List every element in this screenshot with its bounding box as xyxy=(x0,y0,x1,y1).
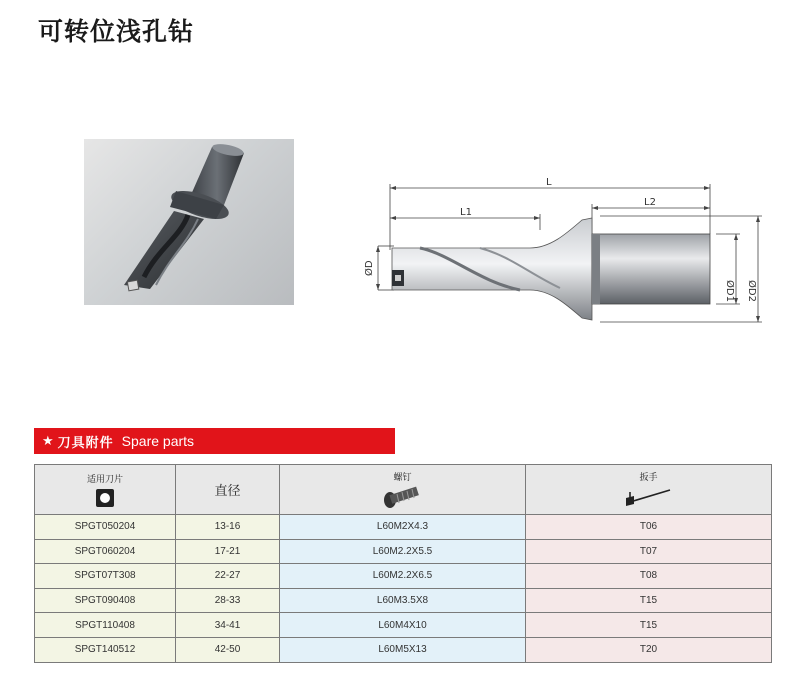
header-screw xyxy=(280,465,526,515)
table-row xyxy=(35,564,772,589)
cell-wrench: T07 xyxy=(526,539,772,564)
cell-insert: SPGT140512 xyxy=(35,637,176,662)
cell-diameter: 42-50 xyxy=(176,637,280,662)
dim-L: L xyxy=(546,177,552,188)
header-insert xyxy=(35,465,176,515)
dim-D2: ØD2 xyxy=(746,280,757,302)
table-row xyxy=(35,613,772,638)
cell-screw: L60M5X13 xyxy=(280,637,526,662)
table-header-row xyxy=(35,465,772,515)
header-insert-label: 适用刀片 xyxy=(86,473,123,484)
cell-screw: L60M2.2X6.5 xyxy=(280,564,526,589)
cell-diameter: 22-27 xyxy=(176,564,280,589)
header-diameter xyxy=(176,465,280,515)
insert-icon xyxy=(95,488,115,508)
cell-insert: SPGT060204 xyxy=(35,539,176,564)
cell-diameter: 13-16 xyxy=(176,515,280,540)
technical-drawing xyxy=(360,170,770,330)
header-wrench-label: 扳手 xyxy=(639,471,658,482)
cell-wrench: T15 xyxy=(526,588,772,613)
dim-D: ØD xyxy=(364,260,375,276)
cell-screw: L60M3.5X8 xyxy=(280,588,526,613)
dim-L2: L2 xyxy=(644,197,656,208)
spare-parts-banner xyxy=(34,428,395,454)
table-row xyxy=(35,637,772,662)
cell-diameter: 34-41 xyxy=(176,613,280,638)
spare-parts-title-en: Spare parts xyxy=(121,433,195,449)
page-title: 可转位浅孔钻 xyxy=(38,17,195,46)
cell-wrench: T20 xyxy=(526,637,772,662)
cell-wrench: T15 xyxy=(526,613,772,638)
cell-insert: SPGT090408 xyxy=(35,588,176,613)
cell-insert: SPGT110408 xyxy=(35,613,176,638)
cell-wrench: T06 xyxy=(526,515,772,540)
header-diameter-label: 直径 xyxy=(214,482,241,498)
table-row xyxy=(35,588,772,613)
cell-diameter: 17-21 xyxy=(176,539,280,564)
spare-parts-title-cn: 刀具附件 xyxy=(57,435,114,451)
table-row xyxy=(35,515,772,540)
cell-insert: SPGT07T308 xyxy=(35,564,176,589)
cell-screw: L60M2.2X5.5 xyxy=(280,539,526,564)
drill-photo xyxy=(84,139,294,305)
dim-L1: L1 xyxy=(460,207,472,218)
cell-screw: L60M2X4.3 xyxy=(280,515,526,540)
cell-insert: SPGT050204 xyxy=(35,515,176,540)
screw-icon xyxy=(383,486,423,510)
star-icon: ★ xyxy=(42,433,54,449)
cell-diameter: 28-33 xyxy=(176,588,280,613)
header-wrench xyxy=(526,465,772,515)
spare-parts-table xyxy=(34,464,772,663)
cell-wrench: T08 xyxy=(526,564,772,589)
table-row xyxy=(35,539,772,564)
header-screw-label: 螺钉 xyxy=(393,471,412,482)
wrench-icon xyxy=(624,486,674,510)
dim-D1: ØD1 xyxy=(724,280,735,302)
cell-screw: L60M4X10 xyxy=(280,613,526,638)
